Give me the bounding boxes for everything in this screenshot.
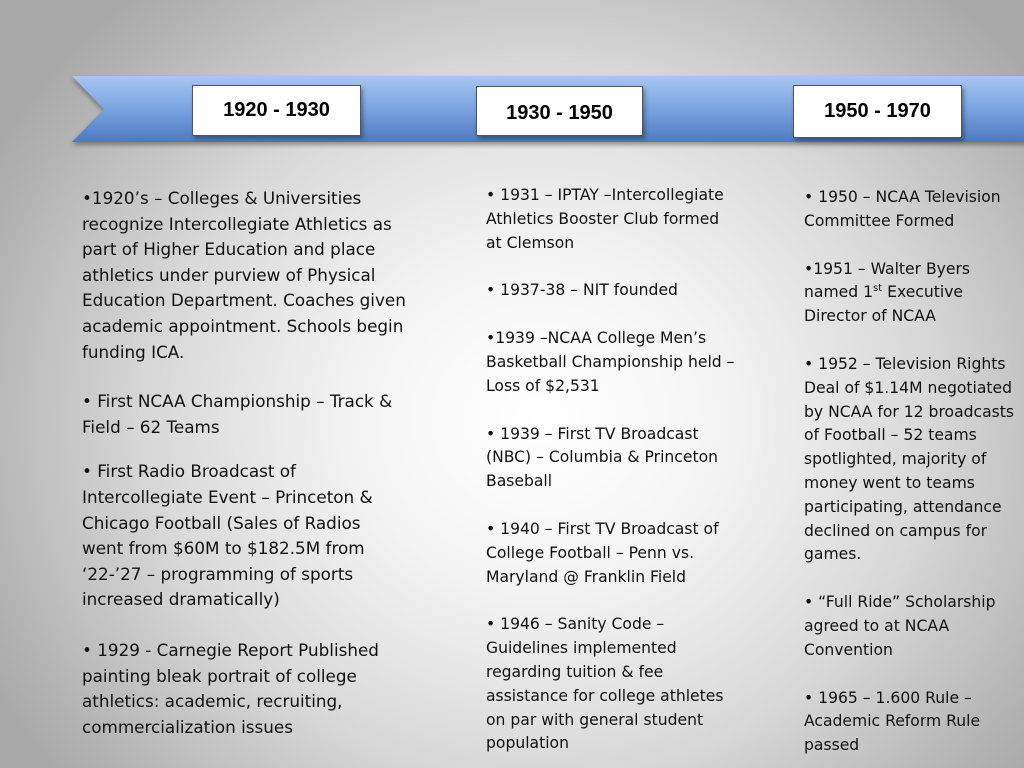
bullet-1951-text-end: Executive Director of NCAA [804, 283, 964, 326]
bullet-first-ncaa-championship: • First NCAA Championship – Track & Field – 62 Teams [82, 391, 393, 437]
bullet-1950-tv-committee: • 1950 – NCAA Television Committee Formed [804, 188, 1001, 230]
bullet-1937-nit: • 1937-38 – NIT founded [486, 281, 678, 300]
bullet-first-radio-broadcast: • First Radio Broadcast of Intercollegiate Event – Princeton & Chicago Football (Sales of Radios went from $60M to $182.5M from ‘22-’27 – programming of sports increased dramatically) [82, 461, 373, 610]
period-box-1920-1930: 1920 - 1930 [192, 85, 361, 136]
bullet-1939-tv-broadcast: • 1939 – First TV Broadcast (NBC) – Columbia & Princeton Baseball [486, 424, 719, 491]
bullet-1965-rule: • 1965 – 1.600 Rule – Academic Reform Rule passed [804, 688, 981, 755]
bullet-1920s-colleges: •1920’s – Colleges & Universities recognize Intercollegiate Athletics as part of Higher Education and place athletics under purview of Physical Education Department. Coaches given academic appointment. Schools begin funding ICA. [82, 188, 406, 362]
bullet-1952-tv-rights: • 1952 – Television Rights Deal of $1.14M negotiated by NCAA for 12 broadcasts of Football – 52 teams spotlighted, majority of money went to teams participating, attendance declined on campus for games. [804, 354, 1015, 564]
period-box-1950-1970: 1950 - 1970 [793, 85, 962, 138]
bullet-carnegie-report: • 1929 - Carnegie Report Published painting bleak portrait of college athletics: academic, recruiting, commercialization issues [82, 639, 379, 737]
bullet-1939-basketball: •1939 –NCAA College Men’s Basketball Championship held – Loss of $2,531 [486, 329, 735, 395]
column-1950-1970 [804, 186, 1014, 758]
bullet-1951-superscript: st [873, 283, 883, 295]
bullet-1951-walter-byers [804, 258, 1014, 329]
bullet-1940-football-tv: • 1940 – First TV Broadcast of College Football – Penn vs. Maryland @ Franklin Field [486, 519, 719, 586]
bullet-full-ride-scholarship: • “Full Ride” Scholarship agreed to at NCAA Convention [804, 593, 996, 659]
column-1930-1950 [486, 184, 736, 756]
bullet-1951-text-start: •1951 – Walter Byers named 1 [804, 259, 971, 302]
column-1920-1930 [82, 186, 407, 740]
bullet-1946-sanity-code: • 1946 – Sanity Code – Guidelines implemented regarding tuition & fee assistance for college athletes on par with general student population [486, 615, 724, 753]
bullet-1931-iptay: • 1931 – IPTAY –Intercollegiate Athletics Booster Club formed at Clemson [486, 186, 724, 252]
period-box-1930-1950: 1930 - 1950 [476, 86, 643, 136]
